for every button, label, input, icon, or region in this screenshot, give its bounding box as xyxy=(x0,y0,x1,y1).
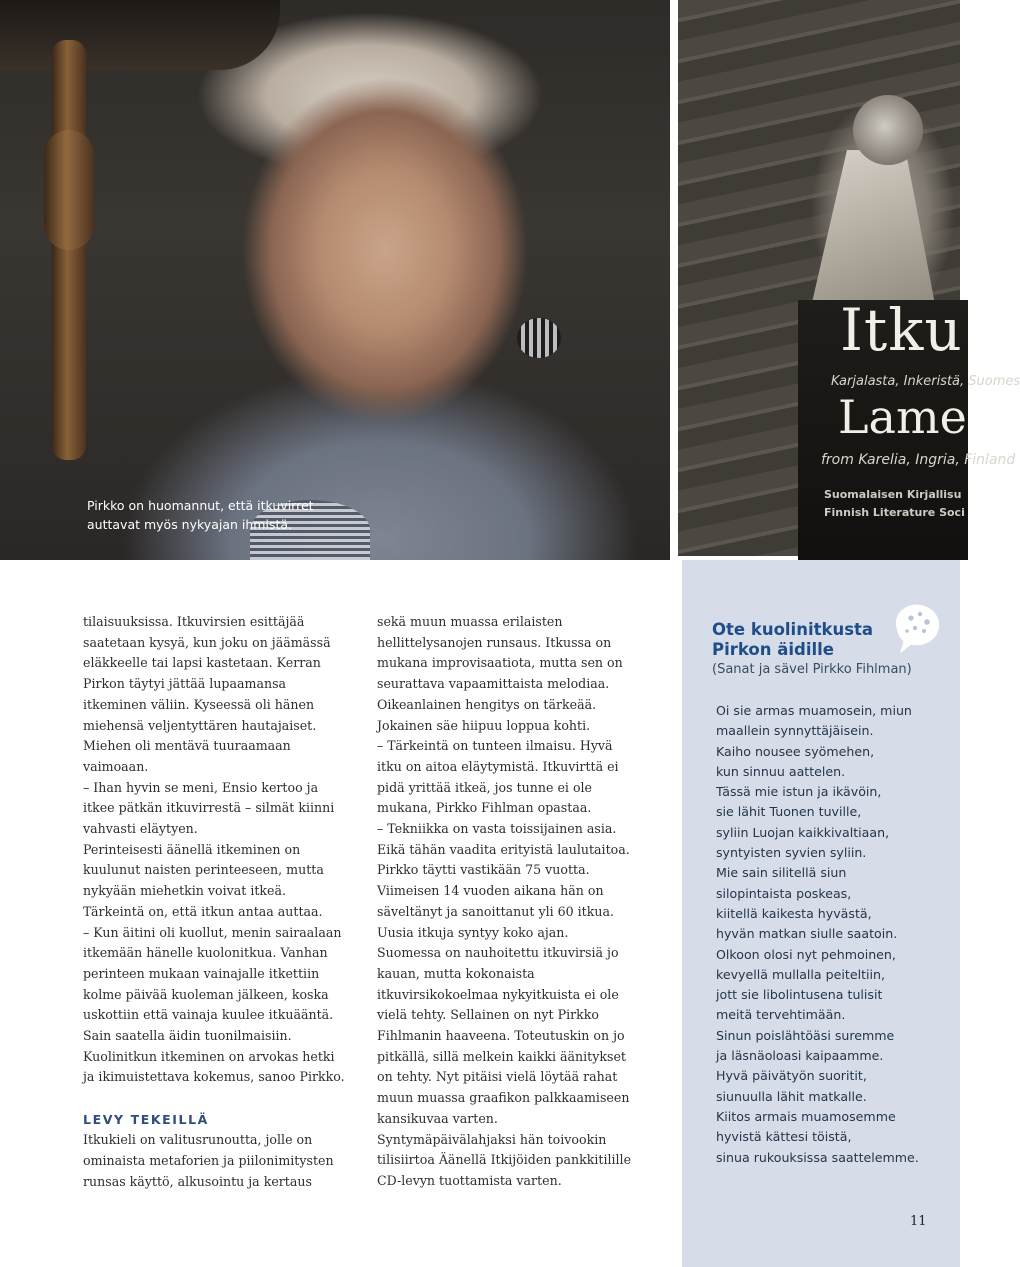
poem-line: sinua rukouksissa saattelemme. xyxy=(716,1149,919,1165)
page-number: 11 xyxy=(910,1214,927,1229)
paragraph: – Tekniikka on vasta toissijainen asia. Eikä tähän vaadita erityistä laulutaitoa. xyxy=(377,821,630,857)
paragraph: tilaisuuksissa. Itkuvirsien esittäjää saatetaan kysyä, kun joku on jäämässä eläkkeelle tai lapsi kastetaan. Kerran Pirkon täytyi jättää lupaamansa itkeminen väliin. Kyseessä oli hänen miehensä veljentyttären hautajaiset. Miehen oli mentävä tuuraamaan vaimoaan. xyxy=(83,614,331,774)
photo-caption: Pirkko on huomannut, että itkuvirret auttavat myös nykyajan ihmistä. xyxy=(87,498,314,532)
cover-title-1: Itku xyxy=(840,296,963,364)
paragraph: Suomessa on nauhoitettu itkuvirsiä jo kauan, mutta kokonaista itkuvirsikokoelmaa nykyitkuista ei ole vielä tehty. Sellainen on nyt Pirkko Fihlmanin haaveena. Toteutuskin on jo pitkällä, sillä melkein kaikki äänitykset on tehty. Nyt pitäisi vielä löytää rahat muun muassa graafikon palkkaamiseen kansikuvaa varten. xyxy=(377,945,630,1126)
poem-line: meitä tervehtimään. xyxy=(716,1007,846,1023)
sidebar-title: Ote kuolinitkusta Pirkon äidille xyxy=(712,620,874,659)
poem-line: Sinun poislähtöäsi suremme xyxy=(716,1027,895,1043)
poem-line: kiitellä kaikesta hyvästä, xyxy=(716,905,872,921)
sidebar-subtitle: (Sanat ja sävel Pirkko Fihlman) xyxy=(712,662,912,677)
text-column-left xyxy=(83,612,347,1192)
poem-line: siunuulla lähit matkalle. xyxy=(716,1088,867,1104)
poem-line: Mie sain silitellä siun xyxy=(716,865,847,881)
poem-line: maallein synnyttäjäisein. xyxy=(716,723,874,739)
cover-figure-body xyxy=(808,150,938,320)
section-heading: LEVY TEKEILLÄ xyxy=(83,1112,209,1128)
cover-subtitle-2: from Karelia, Ingria, Finland xyxy=(821,452,1016,468)
poem-line: Hyvä päivätyön suoritit, xyxy=(716,1068,867,1084)
cover-publisher-2: Finnish Literature Soci xyxy=(824,506,965,519)
paragraph: – Ihan hyvin se meni, Ensio kertoo ja itkee pätkän itkuvirrestä – silmät kiinni vahvasti eläytyen. xyxy=(83,779,335,837)
portrait-photo xyxy=(0,0,670,560)
paragraph: Syntymäpäivälahjaksi hän toivookin tilisiirtoa Äänellä Itkijöiden pankkitilille CD-levyn tuottamista varten. xyxy=(377,1131,632,1188)
poem-line: Kaiho nousee syömehen, xyxy=(716,743,875,759)
bedpost xyxy=(52,40,86,460)
poem-line: Kiitos armais muamosemme xyxy=(716,1108,896,1124)
bedpost-knob xyxy=(44,130,94,250)
poem-sidebar xyxy=(682,560,960,1267)
poem xyxy=(716,701,954,1168)
text-column-middle xyxy=(377,612,641,1192)
poem-line: kevyellä mullalla peiteltiin, xyxy=(716,966,885,982)
earring xyxy=(517,318,561,358)
lamp-shade xyxy=(0,0,280,70)
poem-line: hyvistä kättesi töistä, xyxy=(716,1129,852,1145)
paragraph: – Tärkeintä on tunteen ilmaisu. Hyvä itku on aitoa eläytymistä. Itkuvirttä ei pidä yrittää itkeä, jos tunne ei ole mukana, Pirkko Fihlman opastaa. xyxy=(377,738,619,816)
paragraph: sekä muun muassa erilaisten hellittelysanojen runsaus. Itkussa on mukana improvisaatiota, mutta sen on seurattava vapaamittaista melodiaa. Oikeanlainen hengitys on tärkeää. Jokainen säe hiipuu loppua kohti. xyxy=(377,614,623,733)
cover-figure-head xyxy=(853,95,923,165)
cd-cover-photo xyxy=(678,0,1020,556)
poem-line: syliin Luojan kaikkivaltiaan, xyxy=(716,824,890,840)
poem-line: silopintaista poskeas, xyxy=(716,885,852,901)
poem-line: Oi sie armas muamosein, miun xyxy=(716,703,912,718)
poem-line: hyvän matkan siulle saatoin. xyxy=(716,926,898,942)
poem-line: Olkoon olosi nyt pehmoinen, xyxy=(716,946,896,962)
paragraph: – Kun äitini oli kuollut, menin sairaalaan itkemään hänelle kuolonitkua. Vanhan perinteen mukaan vainajalle itkettiin kolme päivää kuoleman jälkeen, koska uskottiin että vainaja kuulee itkuääntä. Sain saatella äidin tuonilmaisiin. Kuolinitkun itkeminen on arvokas hetki ja ikimuistettava kokemus, sanoo Pirkko. xyxy=(83,924,345,1085)
cover-title-2: Lame xyxy=(838,390,967,444)
poem-line: kun sinnuu aattelen. xyxy=(716,763,846,779)
poem-line: Tässä mie istun ja ikävöin, xyxy=(716,784,882,800)
poem-line: sie lähit Tuonen tuville, xyxy=(716,804,862,820)
cover-publisher-1: Suomalaisen Kirjallisu xyxy=(824,488,962,501)
poem-line: syntyisten syvien syliin. xyxy=(716,845,867,861)
cover-subtitle-1: Karjalasta, Inkeristä, Suomes xyxy=(831,374,1020,389)
paragraph: Perinteisesti äänellä itkeminen on kuulunut naisten perinteeseen, mutta nykyään miehetkin voivat itkeä. Tärkeintä on, että itkun antaa auttaa. xyxy=(83,841,324,919)
poem-line: ja läsnäoloasi kaipaamme. xyxy=(716,1048,884,1064)
paragraph: Pirkko täytti vastikään 75 vuotta. Viimeisen 14 vuoden aikana hän on säveltänyt ja sanoittanut yli 60 itkua. Uusia itkuja syntyy koko ajan. xyxy=(377,862,614,940)
paragraph: Itkukieli on valitusrunoutta, jolle on ominaista metaforien ja piilonimitysten runsas käyttö, alkusointu ja kertaus xyxy=(83,1132,334,1189)
poem-line: jott sie libolintusena tulisit xyxy=(716,987,883,1003)
